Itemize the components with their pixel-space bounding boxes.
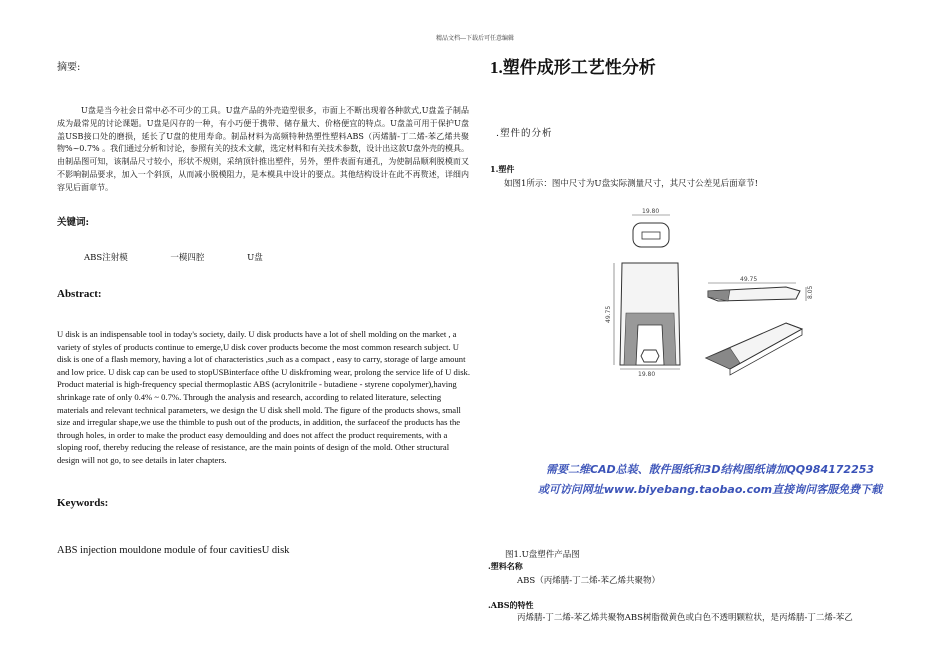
- dim-bottom-width: 19.80: [638, 371, 656, 378]
- dim-side-length: 49.75: [740, 276, 758, 283]
- front-view-hole: [641, 350, 659, 362]
- dim-side-height: 8.05: [807, 285, 814, 299]
- abstract-cn-text: U盘是当今社会日常中必不可少的工具。U盘产品的外壳造型很多，市面上不断出现着各种款式,U盘盖子制品成为最常见的讨论课题。U盘是闪存的一种，有小巧便于携带、储存量大、价格便宜的特点。U盘盖可用于保护U盘盖USB接口处的磨损，延长了U盘的使用寿命。制品材料为高频特种热塑性塑料ABS（丙烯腈-丁二烯-苯乙烯共聚物%~0.7% 。我们通过分析和讨论，参照有关的技术文献，选定材料和有关技术参数，设计出这款U盘外壳的模具。由制品图可知，该制品尺寸较小，形状不规则，采纳顶针推出塑件，另外，塑件表面有通孔，为使制品顺利脱模而又不影响制品要求，加入一个斜顶，从而减小脱模阻力，是本模具中设计的要点。其他结构设计在此不再赘述，详细内容见后面章节。: [57, 106, 469, 192]
- end-view-port: [642, 232, 660, 239]
- keywords-cn: [84, 251, 283, 263]
- section-title: .塑件的分析: [496, 128, 553, 139]
- keyword-cn-1: ABS注射模: [84, 253, 128, 263]
- page-header-note: 精品文档---下载后可任意编辑: [435, 35, 515, 42]
- subsection-2-text: ABS（丙烯腈-丁二烯-苯乙烯共聚物）: [517, 576, 660, 586]
- watermark-line-2: 或可访问网址www.biyebang.taobao.com直接询问客服免费下载: [537, 483, 883, 496]
- keywords-en-label: Keywords:: [57, 497, 109, 509]
- dim-top-width: 19.80: [642, 208, 660, 215]
- usb-part-drawing: [590, 203, 840, 383]
- chapter-title: 1.塑件成形工艺性分析: [490, 58, 656, 77]
- keyword-cn-2: 一模四腔: [170, 253, 205, 263]
- abstract-en-text: U disk is an indispensable tool in today's society, daily. U disk products have a lot of shell molding on the market , a variety of styles of products continue to emerge,U disk cover products become the most common research subject. U disk is one of a flash memory, having a lot of characteristics ,such as a compact , easy to carry, storage of large amount and low price. U disk cap can be used to stopUSBinterface ofthe U diskfroming wear, prolong the service life of U disk. Product material is high-frequency special thermoplastic ABS (acrylonitrile - butadiene - styrene copolymer),having shrinkage rate of only 0.4% ~ 0.7%. Through the analysis and research, according to related literature, selecting materials and relevant technical parameters, we design the U disk shell mold. The figure of the products shows, small size and irregular shape,we use the thimble to push out of the products, in addition, the surfaceof the products has the through holes, in order to make the product easy demoulding and does not affect the product requirements, with a sloping roof, thereby reducing the release of resistance, are the main points of design of the mold. Other structural design will not go, to see details in later chapters.: [57, 329, 470, 465]
- abstract-en-label: Abstract:: [57, 288, 102, 300]
- dim-length: 49.75: [605, 305, 612, 323]
- subsection-3-text: 丙烯腈-丁二烯-苯乙烯共聚物ABS树脂微黄色或白色不透明颗粒状，是丙烯腈-丁二烯-苯乙: [517, 613, 853, 623]
- subsection-1-text: 如图1所示：图中尺寸为U盘实际测量尺寸，其尺寸公差见后面章节!: [504, 179, 758, 189]
- keyword-cn-3: U盘: [247, 253, 263, 263]
- side-view-grip: [708, 290, 730, 301]
- watermark-line-1: 需要二维CAD总装、散件图纸和3D结构图纸请加QQ984172253: [545, 463, 875, 476]
- figure-caption: 图1.U盘塑件产品图: [505, 550, 580, 560]
- subsection-3-label: .ABS的特性: [488, 600, 534, 610]
- abstract-cn-label: 摘要:: [57, 62, 81, 73]
- subsection-1-label: 1.塑件: [490, 164, 515, 174]
- subsection-2-label: .塑料名称: [488, 561, 523, 571]
- keywords-en-text: ABS injection mouldone module of four cavitiesU disk: [57, 545, 290, 556]
- keywords-cn-label: 关键词:: [57, 217, 90, 228]
